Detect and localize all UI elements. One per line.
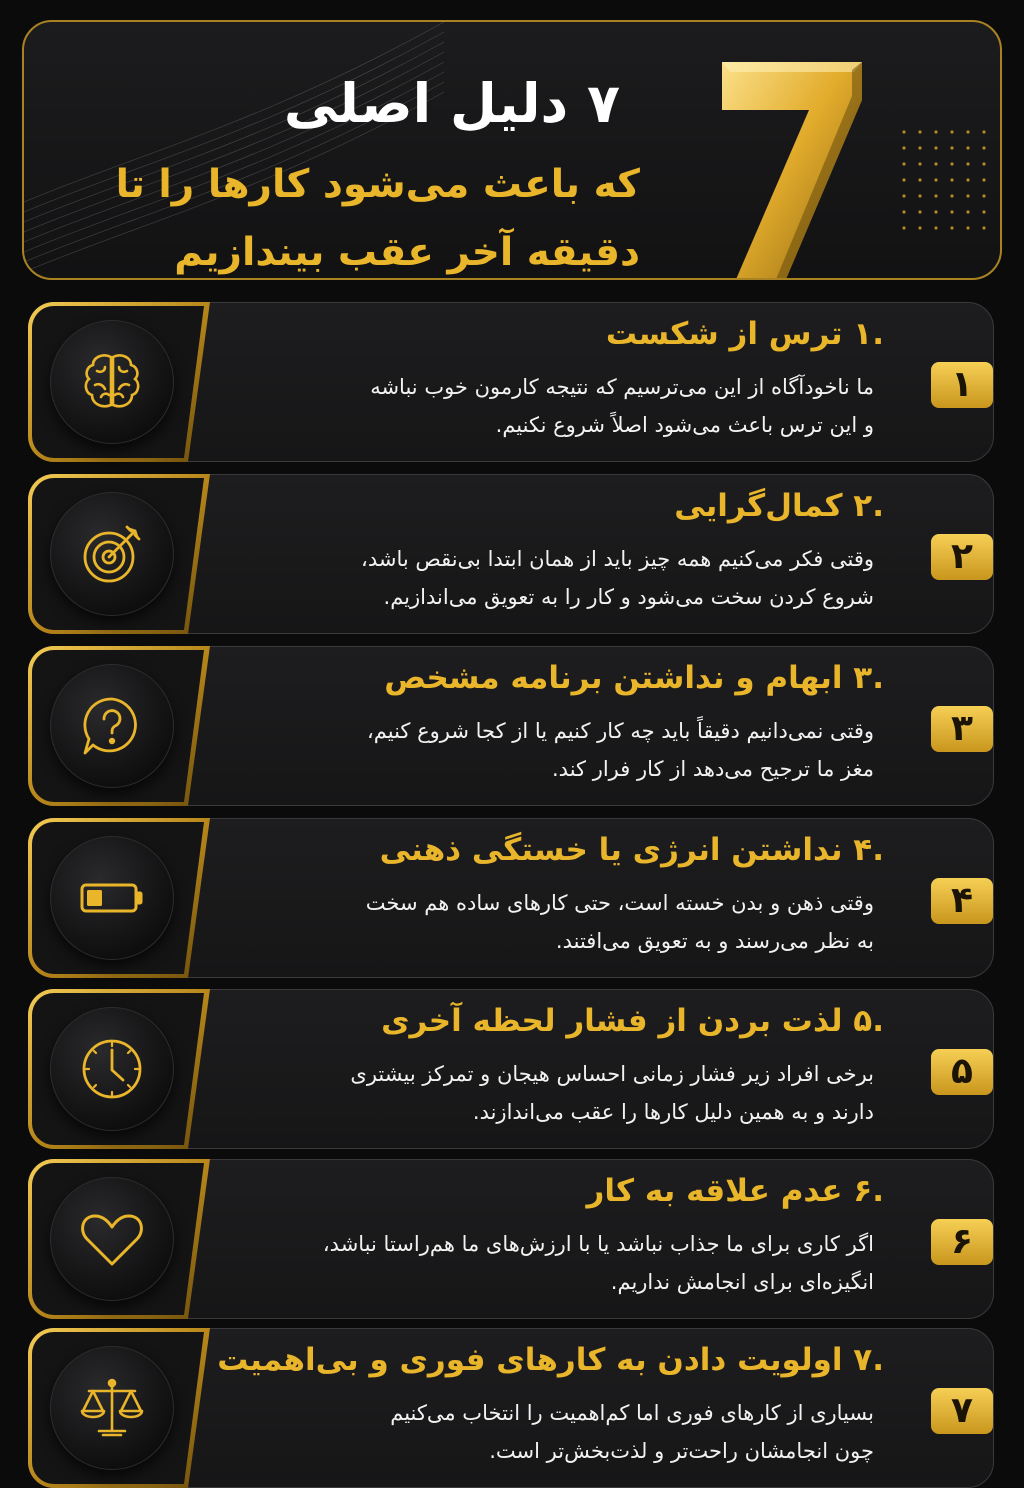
big-seven-graphic [714, 52, 864, 280]
reason-description [361, 540, 874, 616]
icon-circle [50, 492, 174, 616]
reason-description-line1: ما ناخودآگاه از این می‌ترسیم که نتیجه کارمون خوب نباشه [370, 375, 874, 399]
icon-circle [50, 320, 174, 444]
reason-description-line1: وقتی ذهن و بدن خسته است، حتی کارهای ساده هم سخت [365, 891, 874, 915]
page-subtitle-line2: دقیقه آخر عقب بیندازیم [174, 230, 640, 275]
reason-description-line2: دارند و به همین دلیل کارها را عقب می‌اندازند. [472, 1100, 874, 1124]
reason-description-line2: انگیزه‌ای برای انجامش نداریم. [610, 1270, 874, 1294]
reason-title: .۲ کمال‌گرایی [674, 488, 884, 524]
reason-description-line1: اگر کاری برای ما جذاب نباشد یا با ارزش‌های ما هم‌راستا نباشد، [322, 1232, 874, 1256]
icon-circle [50, 1177, 174, 1301]
reason-description-line1: وقتی نمی‌دانیم دقیقاً باید چه کار کنیم یا از کجا شروع کنیم، [366, 719, 874, 743]
reason-description-line2: چون انجامشان راحت‌تر و لذت‌بخش‌تر است. [489, 1439, 874, 1463]
reason-description-line1: برخی افراد زیر فشار زمانی احساس هیجان و تمرکز بیشتری [350, 1062, 874, 1086]
page-title: ۷ دلیل اصلی [283, 72, 620, 135]
reason-title: .۶ عدم علاقه به کار [586, 1173, 884, 1209]
reason-title: .۱ ترس از شکست [605, 316, 884, 352]
number-badge: ۲ [931, 534, 993, 580]
reason-description [366, 884, 874, 960]
number-badge: ۶ [931, 1219, 993, 1265]
reason-description-line2: شروع کردن سخت می‌شود و کار را به تعویق می‌اندازیم. [383, 585, 874, 609]
decorative-dot-grid [894, 122, 1002, 242]
number-badge: ۳ [931, 706, 993, 752]
reason-title: .۷ اولویت دادن به کارهای فوری و بی‌اهمیت [217, 1342, 884, 1378]
reason-description-line1: بسیاری از کارهای فوری اما کم‌اهمیت را انتخاب می‌کنیم [390, 1401, 874, 1425]
number-badge: ۱ [931, 362, 993, 408]
reason-description [390, 1394, 874, 1470]
reason-title: .۵ لذت بردن از فشار لحظه آخری [381, 1003, 884, 1039]
reason-description-line2: به نظر می‌رسند و به تعویق می‌افتند. [555, 929, 874, 953]
reason-description [350, 1055, 874, 1131]
reason-title: .۳ ابهام و نداشتن برنامه مشخص [384, 660, 884, 696]
icon-circle [50, 1007, 174, 1131]
number-badge: ۷ [931, 1388, 993, 1434]
low-battery-icon [77, 863, 147, 933]
reason-card-4 [28, 818, 994, 978]
number-badge: ۵ [931, 1049, 993, 1095]
question-bubble-icon [77, 691, 147, 761]
number-badge: ۴ [931, 878, 993, 924]
reason-description [323, 1225, 874, 1301]
reason-title: .۴ نداشتن انرژی یا خستگی ذهنی [379, 832, 884, 868]
reason-card-3 [28, 646, 994, 806]
header-banner [22, 20, 1002, 280]
target-icon [77, 519, 147, 589]
icon-circle [50, 836, 174, 960]
reason-description-line1: وقتی فکر می‌کنیم همه چیز باید از همان ابتدا بی‌نقص باشد، [361, 547, 874, 571]
reason-card-6 [28, 1159, 994, 1319]
clock-icon [77, 1034, 147, 1104]
reason-card-7 [28, 1328, 994, 1488]
heart-icon [77, 1204, 147, 1274]
reason-description-line2: مغز ما ترجیح می‌دهد از کار فرار کند. [552, 757, 874, 781]
scales-icon [77, 1373, 147, 1443]
reason-description [367, 712, 874, 788]
reason-description-line2: و این ترس باعث می‌شود اصلاً شروع نکنیم. [495, 413, 874, 437]
reason-description [370, 368, 874, 444]
icon-circle [50, 664, 174, 788]
reason-card-1 [28, 302, 994, 462]
reason-card-5 [28, 989, 994, 1149]
reason-card-2 [28, 474, 994, 634]
page-subtitle-line1: که باعث می‌شود کارها را تا [115, 162, 640, 207]
brain-icon [77, 347, 147, 417]
icon-circle [50, 1346, 174, 1470]
